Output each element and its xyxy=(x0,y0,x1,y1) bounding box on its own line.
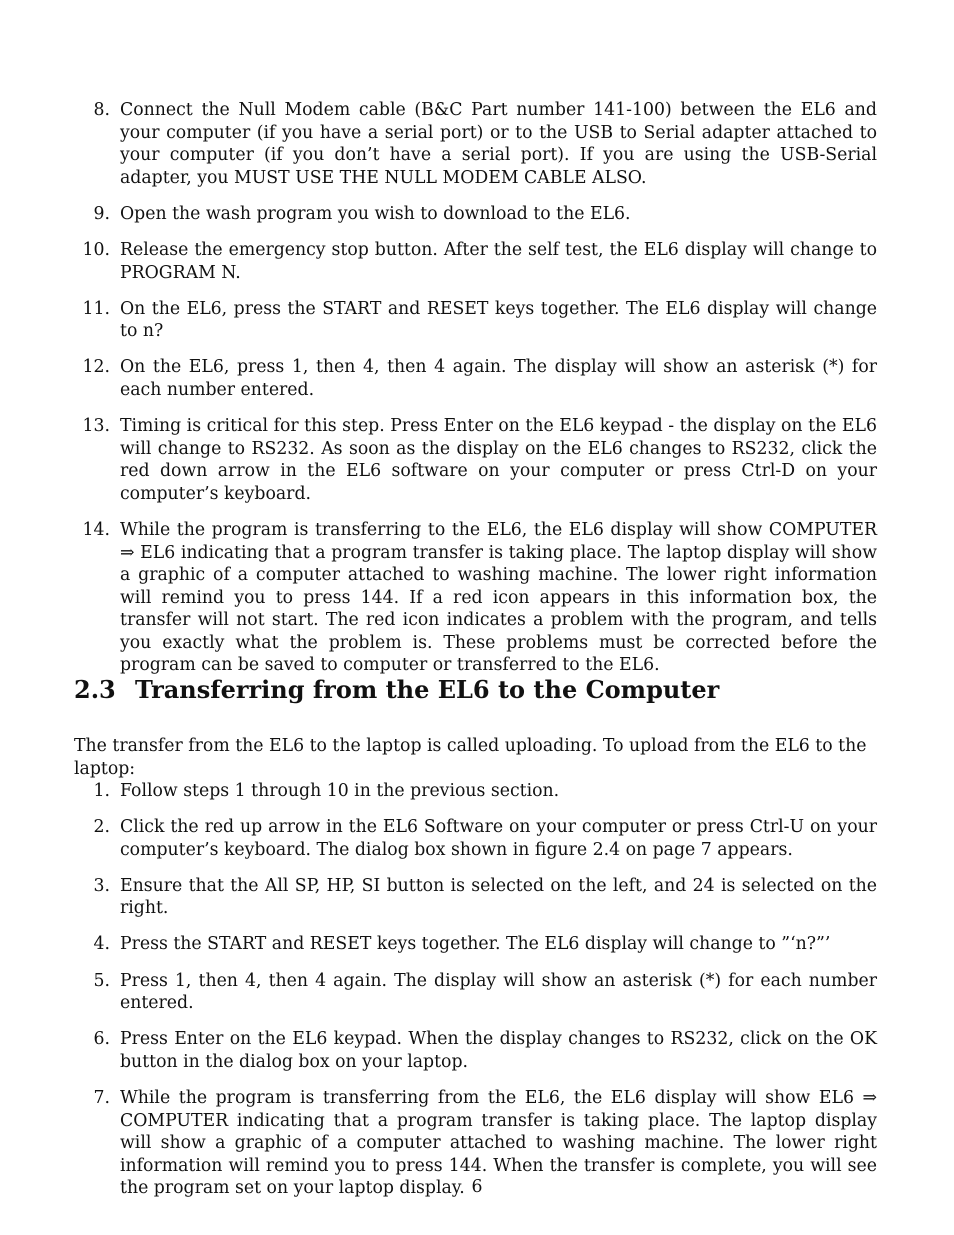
list-item xyxy=(74,816,877,861)
section-number: 2.3 xyxy=(74,675,116,704)
list-item xyxy=(74,239,877,284)
list-item xyxy=(74,99,877,189)
step-text: Follow steps 1 through 10 in the previous section. xyxy=(120,781,560,801)
step-text: Click the red up arrow in the EL6 Software on your computer or press Ctrl-U on your computer’s keyboard. The dialog box shown in figure 2.4 on page 7 appears. xyxy=(120,817,877,860)
step-number: 3. xyxy=(93,875,110,896)
list-item xyxy=(74,970,877,1015)
list-item xyxy=(74,298,877,343)
step-text: Open the wash program you wish to download to the EL6. xyxy=(120,203,631,224)
section-intro: The transfer from the EL6 to the laptop is called uploading. To upload from the EL6 to the laptop: xyxy=(74,736,867,779)
list-item xyxy=(74,933,877,956)
download-steps-list xyxy=(74,99,877,691)
section-title: Transferring from the EL6 to the Computer xyxy=(135,675,720,704)
step-text: Press the START and RESET keys together. The EL6 display will change to ”‘n?”’ xyxy=(120,934,831,955)
step-text: On the EL6, press 1, then 4, then 4 again. The display will show an asterisk (*) for each number entered. xyxy=(120,357,877,400)
step-text: Timing is critical for this step. Press Enter on the EL6 keypad - the display on the EL6 will change to RS232. As soon as the display on the EL6 changes to RS232, click the red down arrow in the EL6 software on your computer or press Ctrl-D on your computer’s keyboard. xyxy=(120,416,877,504)
step-text: Press 1, then 4, then 4 again. The display will show an asterisk (*) for each number entered. xyxy=(120,970,877,1014)
step-number: 6. xyxy=(93,1029,110,1050)
step-number: 12. xyxy=(82,357,110,378)
section-heading xyxy=(74,674,719,706)
step-text: Release the emergency stop button. After the self test, the EL6 display will change to PROGRAM N. xyxy=(120,239,877,283)
step-number: 8. xyxy=(93,100,110,120)
list-item xyxy=(74,519,877,677)
step-number: 5. xyxy=(93,970,110,991)
list-item xyxy=(74,780,877,803)
step-number: 7. xyxy=(93,1087,110,1108)
step-text: While the program is transferring to the EL6, the EL6 display will show COMPUTER ⇒ EL6 indicating that a program transfer is taking place. The laptop display will show a graphic of a computer attached to washing machine. The lower right information will remind you to press 144. If a red icon appears in this information box, the transfer will not start. The red icon indicates a problem with the program, and tells you exactly what the problem is. These problems must be corrected before the program can be saved to computer or transferred to the EL6. xyxy=(120,519,877,676)
list-item xyxy=(74,875,877,920)
step-number: 1. xyxy=(93,781,110,801)
step-text: On the EL6, press the START and RESET keys together. The EL6 display will change to n? xyxy=(120,298,877,342)
step-number: 14. xyxy=(82,519,110,540)
list-item xyxy=(74,203,877,226)
step-text: Press Enter on the EL6 keypad. When the display changes to RS232, click on the OK button in the dialog box on your laptop. xyxy=(120,1029,877,1072)
list-item xyxy=(74,415,877,505)
step-number: 13. xyxy=(82,416,110,437)
step-text: While the program is transferring from the EL6, the EL6 display will show EL6 ⇒ COMPUTER indicating that a program transfer is taking place. The laptop display will show a graphic of a computer attached to washing machine. The lower right information will remind you to press 144. When the transfer is complete, you will see the program set on your laptop display. xyxy=(120,1087,877,1199)
step-number: 2. xyxy=(93,817,110,838)
step-text: Connect the Null Modem cable (B&C Part number 141-100) between the EL6 and your computer (if you have a serial port) or to the USB to Serial adapter attached to your computer (if you don’t have a serial port). If you are using the USB-Serial adapter, you MUST USE THE NULL MODEM CABLE ALSO. xyxy=(120,100,877,188)
step-text: Ensure that the All SP, HP, SI button is selected on the left, and 24 is selected on the right. xyxy=(120,875,877,919)
upload-steps-list xyxy=(74,780,877,1213)
page-number: 6 xyxy=(471,1177,483,1197)
step-number: 10. xyxy=(82,239,110,260)
list-item xyxy=(74,1028,877,1073)
step-number: 9. xyxy=(93,203,110,224)
step-number: 4. xyxy=(93,934,110,955)
list-item xyxy=(74,356,877,401)
step-number: 11. xyxy=(82,298,110,319)
